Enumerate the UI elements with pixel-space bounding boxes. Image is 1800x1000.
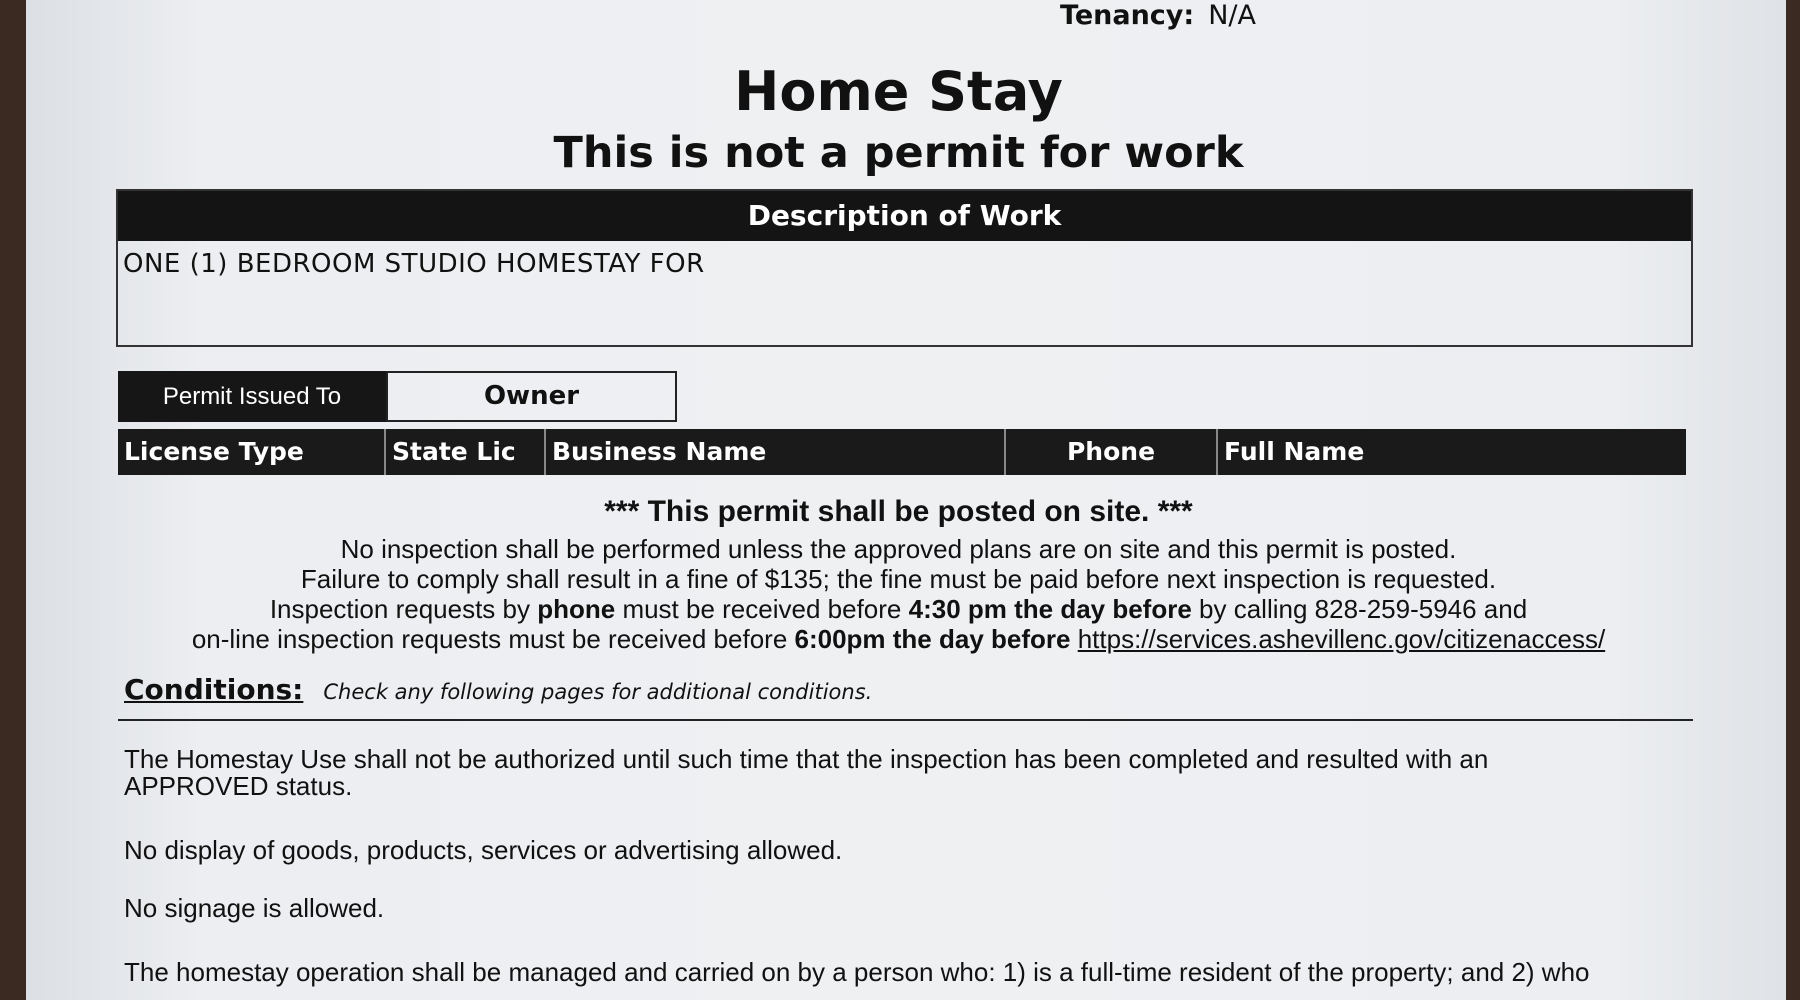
permit-issued-label: Permit Issued To [118, 371, 386, 422]
condition-item: The Homestay Use shall not be authorized until such time that the inspection has been completed and resulted with an APPROVED status. [124, 744, 1489, 801]
notice-text: Inspection requests by [269, 594, 538, 624]
description-header: Description of Work [118, 191, 1691, 241]
divider [118, 719, 1693, 721]
notice-text: must be received before [615, 594, 909, 624]
license-table-header [118, 429, 1686, 475]
conditions-note: Check any following pages for additional conditions. [323, 680, 873, 704]
conditions-label: Conditions: [124, 673, 304, 706]
column-full-name: Full Name [1224, 437, 1365, 466]
column-state-lic: State Lic [386, 429, 546, 475]
notice-bold: phone [537, 594, 616, 624]
notice-line-3 [26, 594, 1771, 624]
citizen-access-link[interactable]: https://services.ashevillenc.gov/citizenaccess/ [1077, 624, 1606, 654]
tenancy-field [1060, 0, 1256, 31]
notice-bold: 6:00pm the day before [794, 624, 1071, 654]
permit-issued-to-row [118, 371, 677, 422]
notice-line-2: Failure to comply shall result in a fine of $135; the fine must be paid before next inspection is requested. [300, 564, 1497, 594]
notice-bold: 4:30 pm the day before [908, 594, 1192, 624]
condition-item: No display of goods, products, services or advertising allowed. [124, 835, 843, 865]
description-text: ONE (1) BEDROOM STUDIO HOMESTAY FOR [123, 249, 705, 279]
column-phone: Phone [1006, 429, 1218, 475]
tenancy-value: N/A [1208, 0, 1256, 31]
condition-item: No signage is allowed. [124, 893, 385, 923]
permit-document [26, 0, 1786, 1000]
conditions-header [124, 673, 872, 706]
notice-text: on-line inspection requests must be received before [191, 624, 795, 654]
permit-issued-value: Owner [386, 371, 677, 422]
notice-line-4 [26, 624, 1771, 654]
posting-notice-heading: *** This permit shall be posted on site. *** [604, 495, 1193, 528]
notice-text: by calling 828-259-5946 and [1191, 594, 1528, 624]
column-business-name: Business Name [546, 429, 1006, 475]
document-subtitle: This is not a permit for work [553, 128, 1244, 178]
condition-item: The homestay operation shall be managed and carried on by a person who: 1) is a full-time resident of the property; and 2) who [124, 957, 1590, 987]
description-of-work-box [116, 189, 1693, 347]
tenancy-label: Tenancy: [1060, 0, 1195, 31]
notice-line-1: No inspection shall be performed unless the approved plans are on site and this permit is posted. [340, 534, 1457, 564]
column-license-type: License Type [118, 429, 386, 475]
document-title: Home Stay [734, 60, 1063, 123]
